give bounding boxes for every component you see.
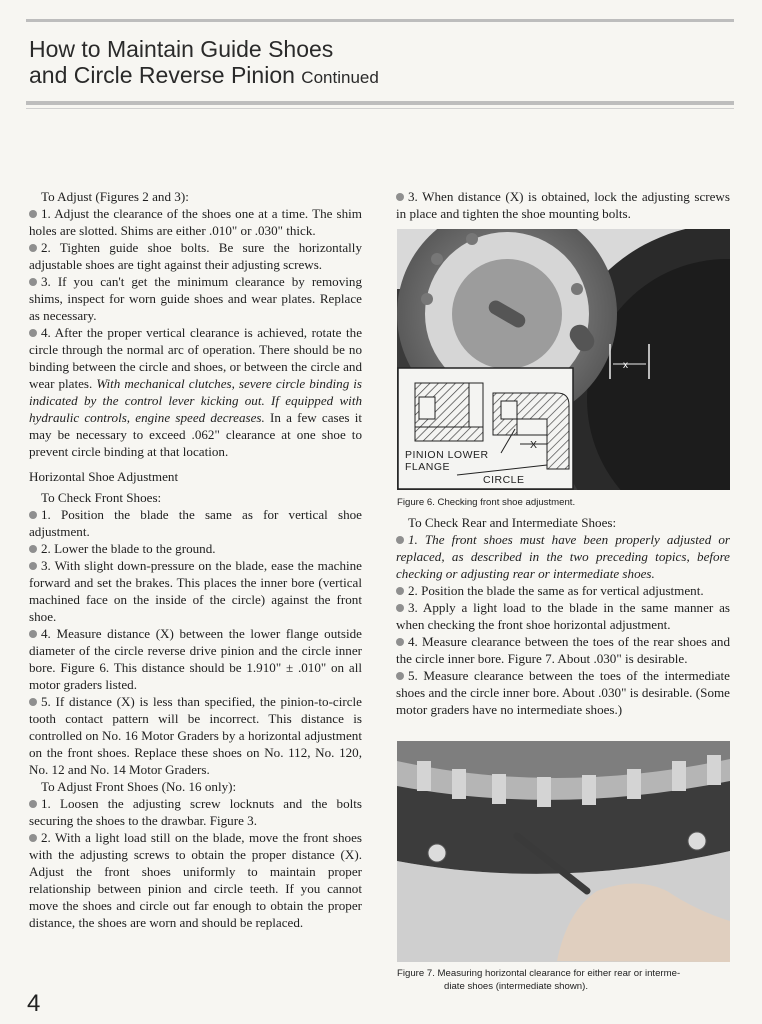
adjust-step-2-text: 2. Tighten guide shoe bolts. Be sure the horizontally adjustable shoes are tight against their adjusting screws. [29,240,362,272]
check-front-step-1-text: 1. Position the blade the same as for vertical shoe adjustment. [29,507,362,539]
bullet-icon [29,562,37,570]
rear-step-3-text: 3. Apply a light load to the blade in the same manner as when checking the front shoe horizontal adjustment. [396,600,730,632]
check-rear-heading: To Check Rear and Intermediate Shoes: [408,515,617,530]
check-front-step-4-text: 4. Measure distance (X) between the lower flange outside diameter of the circle reverse drive pinion and the circle inner bore. Figure 6. This distance should be 1.910" ± .010" on all motor graders listed. [29,626,362,692]
rear-step-2 [396,582,730,599]
adjust-front-step-2 [29,829,362,931]
rear-step-3 [396,599,730,633]
bullet-icon [29,630,37,638]
bullet-icon [396,672,404,680]
check-front-step-2 [29,540,362,557]
bullet-icon [29,511,37,519]
bullet-icon [29,834,37,842]
page-number: 4 [27,990,41,1017]
bullet-icon [396,638,404,646]
adjust-step-4 [29,324,362,460]
top-rule [26,19,734,22]
adjust-front-step-2-text: 2. With a light load still on the blade, move the front shoes with the adjusting screws to obtain the proper distance (X). Adjust the front shoes uniformly to maintain proper relationship between pinion and circle teeth. If you cannot move the shoes and circle out far enough to obtain the proper distance, the shoes are worn and should be replaced. [29,830,362,930]
check-front-step-1 [29,506,362,540]
horizontal-heading: Horizontal Shoe Adjustment [29,469,179,484]
bullet-icon [29,210,37,218]
figure-6-label-circle: CIRCLE [483,474,525,486]
adjust-step-4-suffix: In a few cases it may be necessary to exceed .062" clearance at one shoe to prevent circle binding at that location. [29,410,362,459]
bullet-icon [396,604,404,612]
figure-6-illustration [397,229,730,490]
bullet-icon [396,536,404,544]
title-line-2: and Circle Reverse Pinion [29,62,295,88]
adjust-step-3-text: 3. If you can't get the minimum clearance by removing shims, inspect for worn guide shoes and wear plates. Replace as necessary. [29,274,362,323]
right-column-top [396,188,730,222]
adjust-step-3 [29,273,362,324]
left-column [29,188,362,931]
adjust-step-1 [29,205,362,239]
check-front-step-3-text: 3. With slight down-pressure on the blade, ease the machine forward and set the brakes. This places the inner bore (vertical machined face on the inside of the circle) against the front shoe. [29,558,362,624]
figure-7-caption [397,967,737,993]
rear-step-1-text: 1. The front shoes must have been properly adjusted or replaced, as described in the two preceding topics, before checking or adjusting rear or intermediate shoes. [396,532,730,581]
rear-step-2-text: 2. Position the blade the same as for vertical adjustment. [408,583,704,598]
bullet-icon [396,193,404,201]
check-front-step-5-text: 5. If distance (X) is less than specified, the pinion-to-circle tooth contact pattern will be incorrect. This distance is controlled on No. 16 Motor Graders by a horizontal adjustment on the front shoes. Replace these shoes on No. 112, No. 120, No. 12 and No. 14 Motor Graders. [29,694,362,777]
adjust-step-4-italic: With mechanical clutches, severe circle binding is indicated by the control lever kicking out. If equipped with hydraulic controls, engine speed decreases. [29,376,362,425]
check-front-heading: To Check Front Shoes: [41,490,162,505]
figure-7-illustration [397,741,730,962]
header-rule-thick [26,101,734,105]
title-continued: Continued [301,68,379,87]
figure-6-caption: Figure 6. Checking front shoe adjustment. [397,497,576,508]
front-step-3-text: 3. When distance (X) is obtained, lock the adjusting screws in place and tighten the shoe mounting bolts. [396,189,730,221]
figure-7-photo [397,741,730,962]
adjust-heading: To Adjust (Figures 2 and 3): [41,189,189,204]
bullet-icon [29,698,37,706]
check-front-step-5 [29,693,362,778]
bullet-icon [29,800,37,808]
svg-text:x: x [623,360,628,371]
right-column-bottom [396,514,730,718]
adjust-front-step-1-text: 1. Loosen the adjusting screw locknuts and the bolts securing the shoes to the drawbar. Figure 3. [29,796,362,828]
rear-step-5 [396,667,730,718]
figure-6-label-pinion: PINION LOWER [405,449,489,461]
check-front-step-4 [29,625,362,693]
bullet-icon [29,545,37,553]
title-line-1: How to Maintain Guide Shoes [29,36,334,62]
front-step-3 [396,188,730,222]
header-rule-thin [26,108,734,109]
figure-6-photo [397,229,730,490]
rear-step-4 [396,633,730,667]
bullet-icon [29,244,37,252]
bullet-icon [29,329,37,337]
page-title [29,36,379,91]
adjust-step-4-text: 4. After the proper vertical clearance is achieved, rotate the circle through the normal arc of operation. There should be no binding between the circle and shoes, or between the circle and wear plates. [29,325,362,391]
figure-7-caption-line-1: Figure 7. Measuring horizontal clearance for either rear or interme- [397,968,681,979]
rear-step-4-text: 4. Measure clearance between the toes of the rear shoes and the circle inner bore. Figure 7. About .030" is desirable. [396,634,730,666]
figure-6-label-flange: FLANGE [405,461,451,473]
check-front-step-3 [29,557,362,625]
rear-step-1 [396,531,730,582]
check-front-step-2-text: 2. Lower the blade to the ground. [41,541,216,556]
adjust-step-1-text: 1. Adjust the clearance of the shoes one at a time. The shim holes are slotted. Shims are either .010" or .030" thick. [29,206,362,238]
bullet-icon [29,278,37,286]
adjust-front-step-1 [29,795,362,829]
figure-7-caption-line-2: diate shoes (intermediate shown). [444,981,588,992]
bullet-icon [396,587,404,595]
adjust-front-heading: To Adjust Front Shoes (No. 16 only): [41,779,237,794]
figure-6-x-label: X [530,439,538,451]
adjust-step-2 [29,239,362,273]
rear-step-5-text: 5. Measure clearance between the toes of the intermediate shoes and the circle inner bore. About .030" is desirable. (Some motor graders have no intermediate shoes.) [396,668,730,717]
